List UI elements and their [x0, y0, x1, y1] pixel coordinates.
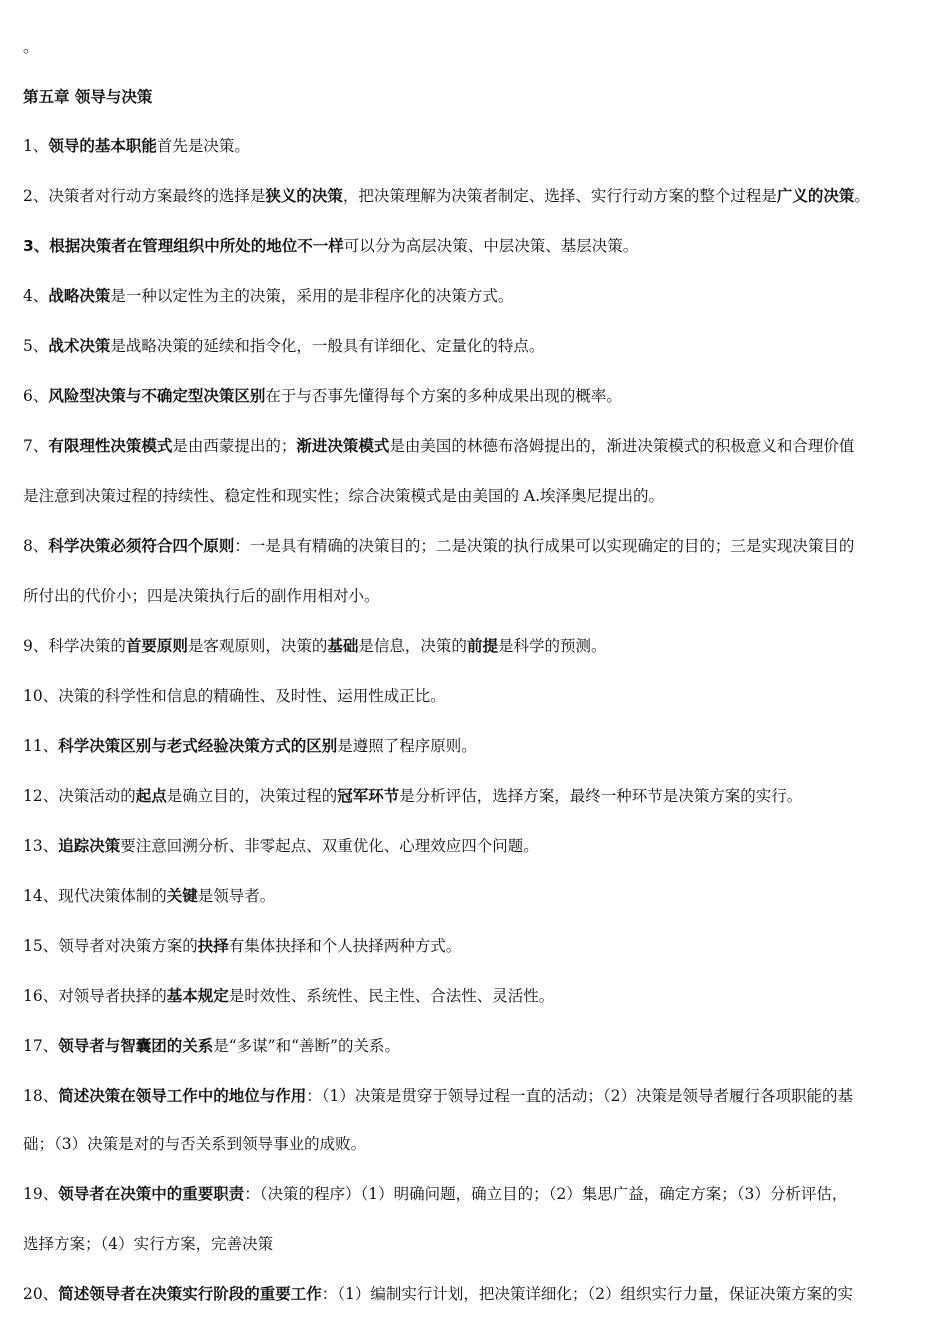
list-item-line: [23, 185, 938, 207]
item-text: 1、: [23, 137, 49, 155]
item-text: 12、决策活动的: [23, 787, 136, 805]
list-item-line: [23, 1085, 938, 1107]
item-text: 是注意到决策过程的持续性、稳定性和现实性；综合决策模式是由美国的 A.埃泽奥尼提出的。: [23, 487, 665, 505]
item-text: 9、科学决策的: [23, 637, 126, 655]
item-text: 18、: [23, 1087, 59, 1105]
item-text: ，把决策理解为决策者制定、选择、实行行动方案的整个过程是: [342, 187, 777, 205]
list-item-line: [23, 885, 938, 907]
bold-term: 简述决策在领导工作中的地位与作用: [58, 1087, 307, 1105]
list-item-line: [23, 385, 938, 407]
item-text: 14、现代决策体制的: [23, 887, 167, 905]
item-text: 5、: [23, 337, 49, 355]
item-text: 所付出的代价小；四是决策执行后的副作用相对小。: [23, 587, 380, 605]
list-item-line: [23, 735, 938, 757]
item-text: 13、: [23, 837, 59, 855]
item-text: 15、领导者对决策方案的: [23, 937, 198, 955]
item-text: 19、: [23, 1185, 59, 1203]
bold-term: 渐进决策模式: [296, 437, 390, 455]
bold-term: 起点: [135, 787, 167, 805]
list-item-line: [23, 685, 938, 707]
item-text: ：（决策的程序）（1）明确问题，确立目的；（2）集思广益，确定方案；（3）分析评估，: [244, 1185, 848, 1203]
item-text: 10、决策的科学性和信息的精确性、及时性、运用性成正比。: [23, 687, 446, 705]
list-item-line: [23, 785, 938, 807]
list-item-line: [23, 285, 938, 307]
item-text: 是一种以定性为主的决策，采用的是非程序化的决策方式。: [110, 287, 514, 305]
item-text: 11、: [23, 737, 59, 755]
bold-term: 首要原则: [125, 637, 188, 655]
item-text: 是遵照了程序原则。: [337, 737, 477, 755]
list-item-line: [23, 135, 938, 157]
list-item-line: [23, 635, 938, 657]
bold-term: 关键: [166, 887, 198, 905]
item-text: 4、: [23, 287, 49, 305]
bold-term: 基本规定: [166, 987, 229, 1005]
item-text: 础；（3）决策是对的与否关系到领导事业的成败。: [23, 1135, 367, 1153]
list-item-line: [23, 985, 938, 1007]
item-text: 可以分为高层决策、中层决策、基层决策。: [343, 237, 639, 255]
item-text: 是信息，决策的: [358, 637, 467, 655]
list-item-line: [23, 335, 938, 357]
bold-term: 科学决策区别与老式经验决策方式的区别: [58, 737, 338, 755]
item-text: 是领导者。: [197, 887, 276, 905]
bold-term: 3、根据决策者在管理组织中所处的地位不一样: [23, 237, 344, 255]
item-text: 是分析评估，选择方案，最终一种环节是决策方案的实行。: [399, 787, 803, 805]
item-text: 2、决策者对行动方案最终的选择是: [23, 187, 266, 205]
chapter-title: 第五章 领导与决策: [23, 88, 153, 106]
bold-term: 抉择: [197, 937, 229, 955]
item-text: 16、对领导者抉择的: [23, 987, 167, 1005]
bold-term: 领导者与智囊团的关系: [58, 1037, 214, 1055]
item-text: 是时效性、系统性、民主性、合法性、灵活性。: [228, 987, 555, 1005]
bold-term: 前提: [466, 637, 498, 655]
list-item-line: [23, 1035, 938, 1057]
list-item-line: [23, 435, 938, 457]
bold-term: 风险型决策与不确定型决策区别: [48, 387, 266, 405]
item-text: 。: [854, 187, 870, 205]
list-item-line: [23, 1183, 938, 1205]
item-text: 在于与否事先懂得每个方案的多种成果出现的概率。: [265, 387, 622, 405]
item-text: 是客观原则，决策的: [187, 637, 328, 655]
item-text: 首先是决策。: [156, 137, 250, 155]
list-item-line: [23, 485, 938, 507]
bold-term: 战术决策: [48, 337, 111, 355]
item-text: 是“多谋”和“善断”的关系。: [213, 1037, 400, 1055]
item-text: 7、: [23, 437, 49, 455]
item-text: 17、: [23, 1037, 59, 1055]
item-text: 8、: [23, 537, 49, 555]
bold-term: 战略决策: [48, 287, 111, 305]
bold-term: 简述领导者在决策实行阶段的重要工作: [58, 1285, 322, 1303]
item-text: 是由美国的林德布洛姆提出的，渐进决策模式的积极意义和合理价值: [389, 437, 855, 455]
bold-term: 领导的基本职能: [48, 137, 157, 155]
item-text: 有集体抉择和个人抉择两种方式。: [228, 937, 462, 955]
bold-term: 追踪决策: [58, 837, 121, 855]
item-text: ：（1）决策是贯穿于领导过程一直的活动；（2）决策是领导者履行各项职能的基: [306, 1087, 853, 1105]
top-mark: 。: [23, 38, 39, 56]
list-item-line: [23, 585, 938, 607]
item-text: 6、: [23, 387, 49, 405]
list-item-line: [23, 1283, 938, 1305]
item-text: 是确立目的，决策过程的: [166, 787, 338, 805]
list-item-line: [23, 535, 938, 557]
item-text: 要注意回溯分析、非零起点、双重优化、心理效应四个问题。: [120, 837, 539, 855]
list-item-line: [23, 235, 938, 257]
list-item-line: [23, 835, 938, 857]
bold-term: 广义的决策: [776, 187, 855, 205]
bold-term: 领导者在决策中的重要职责: [58, 1185, 245, 1203]
bold-term: 有限理性决策模式: [48, 437, 173, 455]
list-item-line: [23, 1133, 938, 1155]
bold-term: 基础: [327, 637, 359, 655]
list-item-line: [23, 1233, 938, 1255]
bold-term: 科学决策必须符合四个原则: [48, 537, 235, 555]
item-text: ：一是具有精确的决策目的；二是决策的执行成果可以实现确定的目的；三是实现决策目的: [234, 537, 855, 555]
item-text: ：（1）编制实行计划，把决策详细化；（2）组织实行力量，保证决策方案的实: [321, 1285, 853, 1303]
list-item-line: [23, 935, 938, 957]
item-text: 20、: [23, 1285, 59, 1303]
bold-term: 冠军环节: [337, 787, 400, 805]
item-text: 是战略决策的延续和指令化，一般具有详细化、定量化的特点。: [110, 337, 545, 355]
bold-term: 狭义的决策: [265, 187, 343, 205]
item-text: 是由西蒙提出的；: [172, 437, 297, 455]
item-text: 是科学的预测。: [497, 637, 607, 655]
item-text: 选择方案；（4）实行方案，完善决策: [23, 1235, 274, 1253]
